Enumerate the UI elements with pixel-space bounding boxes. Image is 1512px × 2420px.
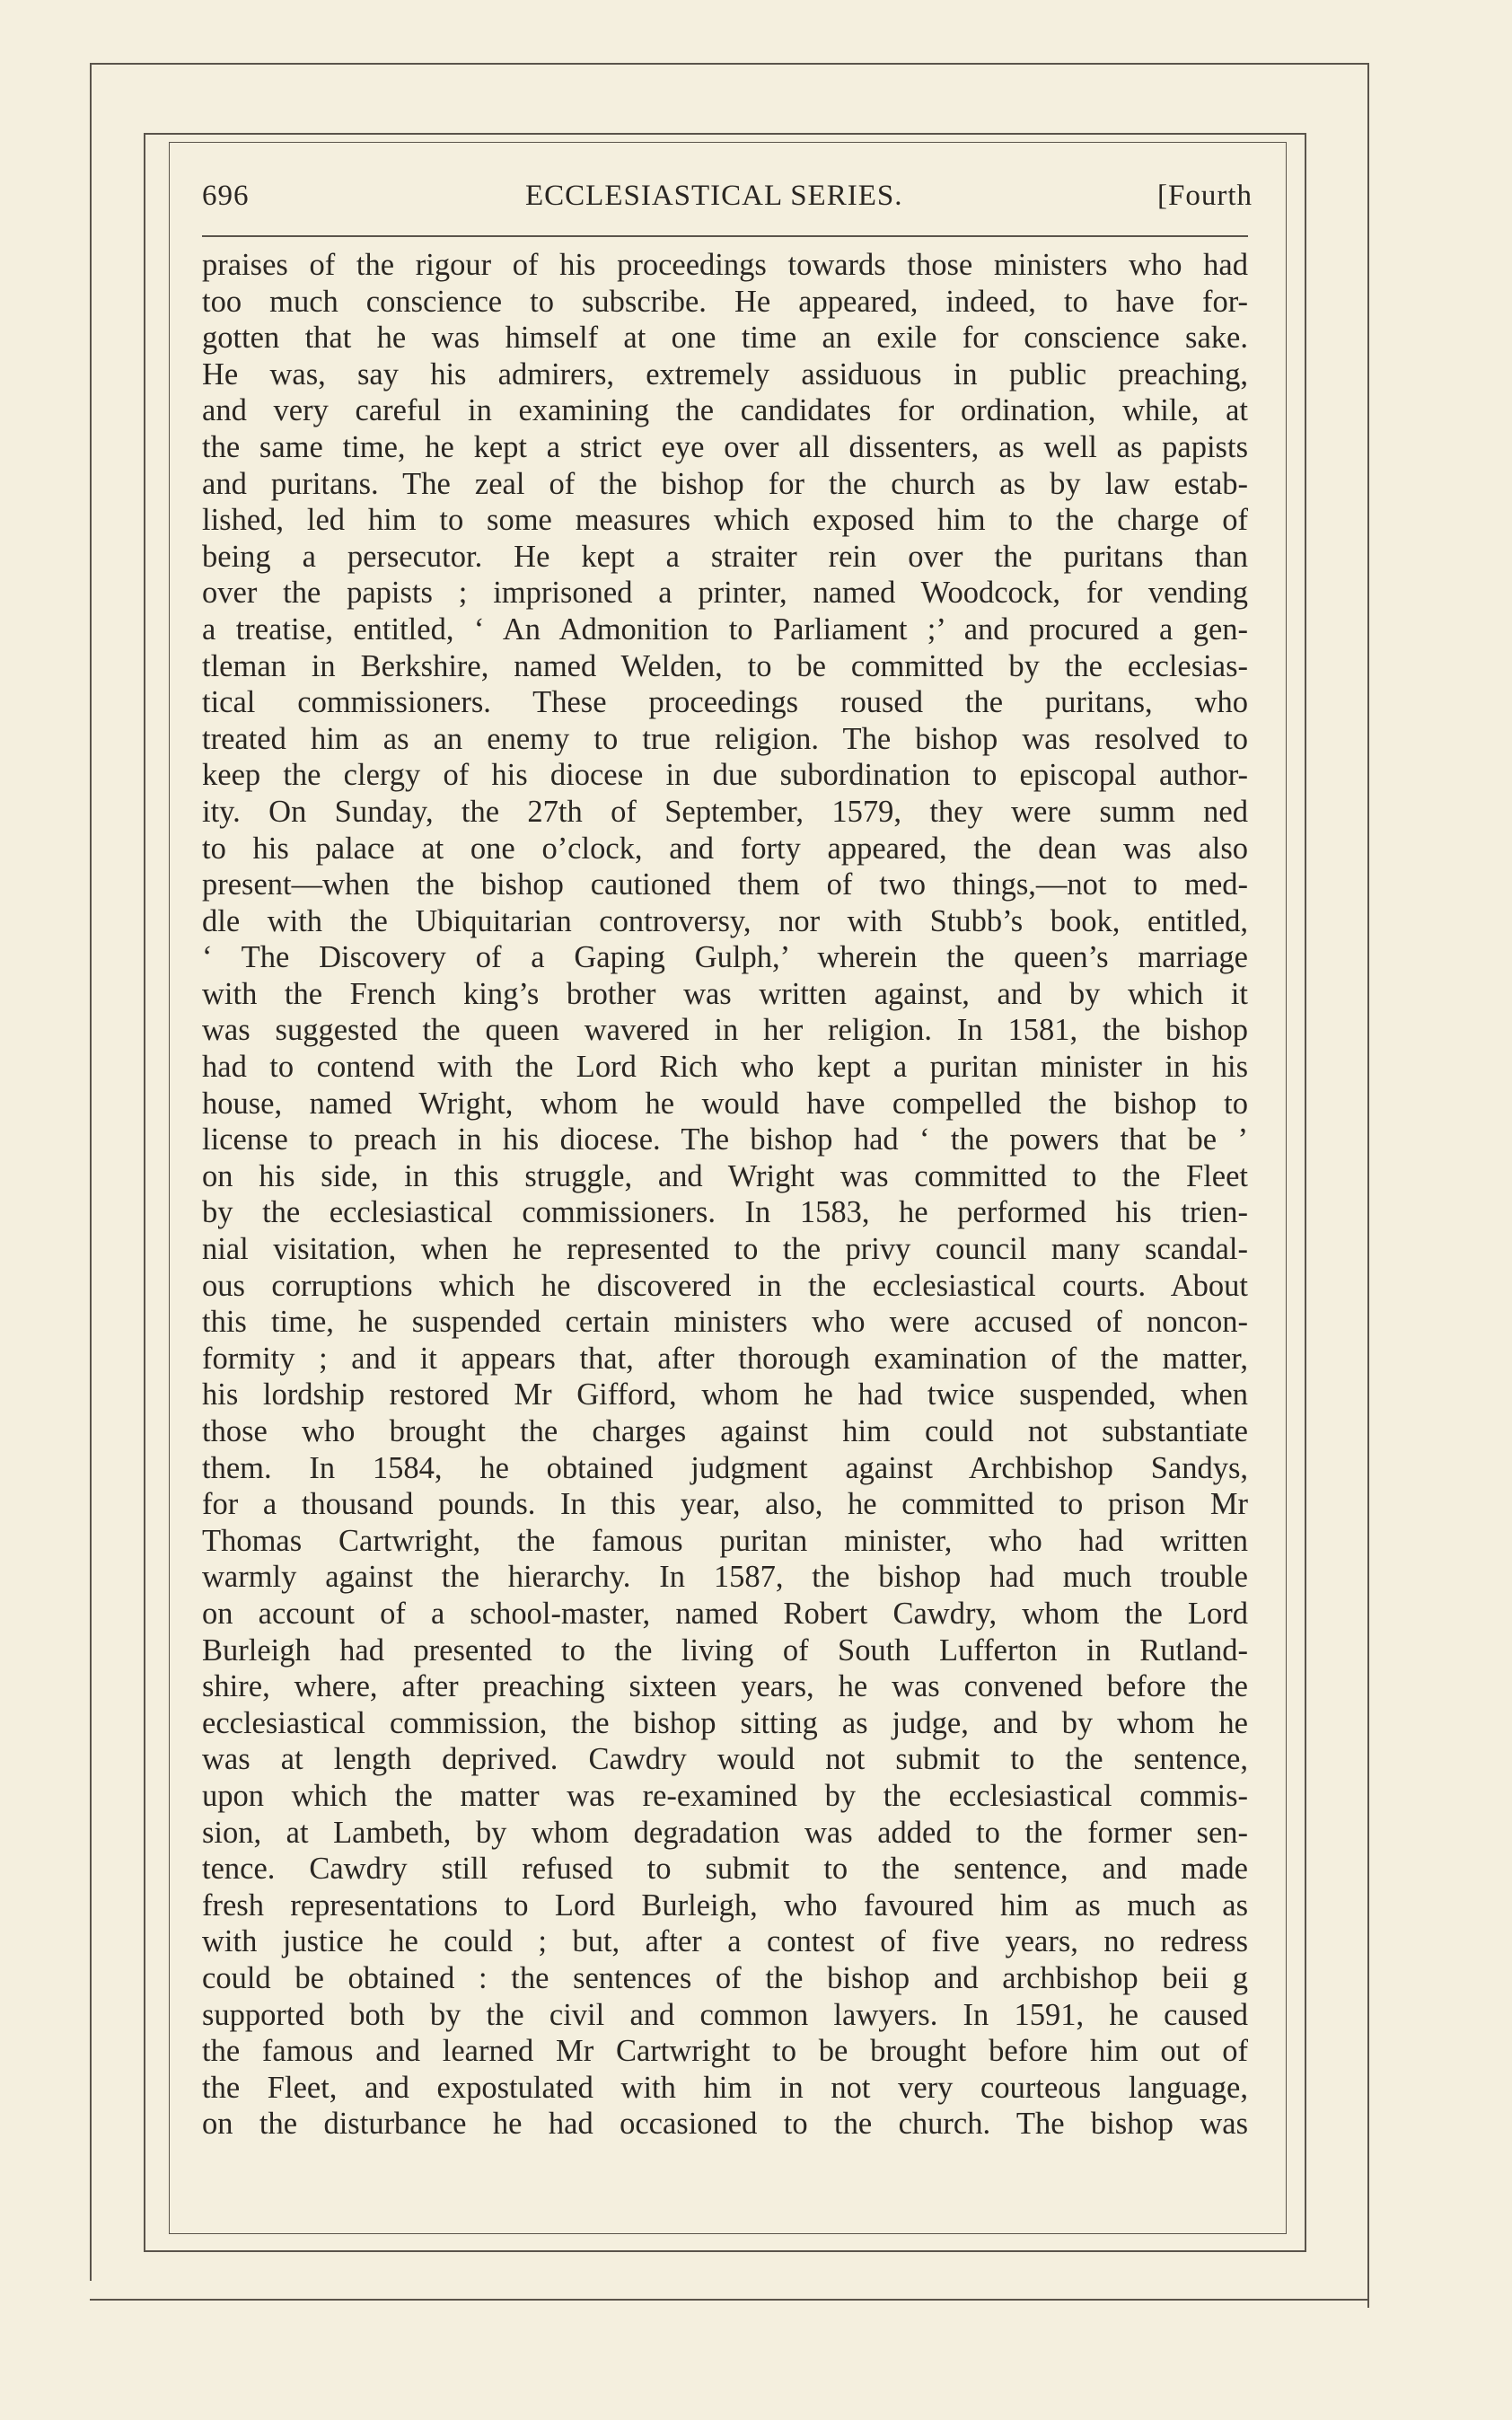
text-line: the Fleet, and expostulated with him in not very courteous language,	[202, 2070, 1248, 2105]
text-line: with the French king’s brother was written against, and by which it	[202, 976, 1248, 1011]
text-line: those who brought the charges against him could not substantiate	[202, 1414, 1248, 1448]
text-line: too much conscience to subscribe. He appeared, indeed, to have for-	[202, 284, 1248, 319]
text-line: this time, he suspended certain ministers who were accused of noncon-	[202, 1305, 1248, 1340]
text-line: ecclesiastical commission, the bishop sitting as judge, and by whom he	[202, 1705, 1248, 1740]
inner-border-top	[144, 133, 1306, 135]
text-line: for a thousand pounds. In this year, also, he committed to prison Mr	[202, 1487, 1248, 1522]
running-title: ECCLESIASTICAL SERIES.	[525, 180, 903, 212]
text-frame-left	[169, 142, 170, 2234]
text-line: his lordship restored Mr Gifford, whom he had twice suspended, when	[202, 1377, 1248, 1412]
text-line: a treatise, entitled, ‘ An Admonition to Parliament ;’ and procured a gen-	[202, 612, 1248, 647]
text-line: and very careful in examining the candidates for ordination, while, at	[202, 393, 1248, 428]
text-line: tical commissioners. These proceedings roused the puritans, who	[202, 685, 1248, 720]
text-line: tleman in Berkshire, named Welden, to be committed by the ecclesias-	[202, 648, 1248, 683]
text-line: by the ecclesiastical commissioners. In 1583, he performed his trien-	[202, 1195, 1248, 1230]
text-line: license to preach in his diocese. The bishop had ‘ the powers that be ’	[202, 1122, 1248, 1157]
text-line: being a persecutor. He kept a straiter rein over the puritans than	[202, 539, 1248, 574]
text-line: formity ; and it appears that, after thorough examination of the matter,	[202, 1341, 1248, 1376]
text-line: to his palace at one o’clock, and forty appeared, the dean was also	[202, 831, 1248, 866]
text-line: Burleigh had presented to the living of South Lufferton in Rutland-	[202, 1632, 1248, 1668]
text-line: shire, where, after preaching sixteen years, he was convened before the	[202, 1669, 1248, 1704]
header-rule	[202, 235, 1248, 237]
text-line: and puritans. The zeal of the bishop for the church as by law estab-	[202, 466, 1248, 501]
text-line: was at length deprived. Cawdry would not submit to the sentence,	[202, 1742, 1248, 1777]
text-line: lished, led him to some measures which exposed him to the charge of	[202, 503, 1248, 538]
text-frame-right	[1286, 142, 1287, 2234]
inner-border-left	[144, 133, 145, 2252]
page-number: 696	[202, 180, 250, 212]
text-line: on account of a school-master, named Robert Cawdry, whom the Lord	[202, 1596, 1248, 1631]
outer-border-bottom	[90, 2299, 1369, 2301]
running-header	[202, 180, 1253, 224]
text-line: tence. Cawdry still refused to submit to the sentence, and made	[202, 1852, 1248, 1887]
text-line: treated him as an enemy to true religion. The bishop was resolved to	[202, 721, 1248, 756]
text-line: over the papists ; imprisoned a printer, named Woodcock, for vending	[202, 576, 1248, 611]
text-line: on his side, in this struggle, and Wright was committed to the Fleet	[202, 1158, 1248, 1193]
text-line: them. In 1584, he obtained judgment against Archbishop Sandys,	[202, 1450, 1248, 1485]
text-line: praises of the rigour of his proceedings towards those ministers who had	[202, 248, 1248, 282]
text-line: was suggested the queen wavered in her religion. In 1581, the bishop	[202, 1013, 1248, 1048]
text-line: upon which the matter was re-examined by the ecclesiastical commis-	[202, 1778, 1248, 1813]
text-line: warmly against the hierarchy. In 1587, the bishop had much trouble	[202, 1560, 1248, 1595]
text-line: keep the clergy of his diocese in due subordination to episcopal author-	[202, 758, 1248, 793]
text-line: house, named Wright, whom he would have compelled the bishop to	[202, 1086, 1248, 1121]
body-text	[202, 247, 1248, 2143]
text-line: ous corruptions which he discovered in the ecclesiastical courts. About	[202, 1268, 1248, 1303]
outer-border-left	[90, 63, 92, 2281]
text-line: ity. On Sunday, the 27th of September, 1579, they were summ ned	[202, 794, 1248, 829]
text-line: He was, say his admirers, extremely assiduous in public preaching,	[202, 356, 1248, 392]
text-frame-bottom	[169, 2233, 1287, 2234]
text-line: sion, at Lambeth, by whom degradation was added to the former sen-	[202, 1815, 1248, 1850]
text-line: fresh representations to Lord Burleigh, who favoured him as much as	[202, 1888, 1248, 1923]
inner-border-bottom	[144, 2250, 1306, 2252]
outer-border-right	[1367, 63, 1369, 2308]
text-line: with justice he could ; but, after a contest of five years, no redress	[202, 1924, 1248, 1959]
text-line: Thomas Cartwright, the famous puritan minister, who had written	[202, 1523, 1248, 1558]
text-line: could be obtained : the sentences of the bishop and archbishop beii g	[202, 1960, 1248, 1995]
text-line: the famous and learned Mr Cartwright to be brought before him out of	[202, 2034, 1248, 2069]
text-frame-top	[169, 142, 1287, 143]
text-line: the same time, he kept a strict eye over all dissenters, as well as papists	[202, 429, 1248, 464]
section-tag: [Fourth	[1157, 180, 1253, 212]
text-line: supported both by the civil and common lawyers. In 1591, he caused	[202, 1997, 1248, 2032]
text-line: gotten that he was himself at one time an exile for conscience sake.	[202, 321, 1248, 356]
outer-border-top	[90, 63, 1369, 65]
inner-border-right	[1305, 133, 1306, 2252]
text-line: nial visitation, when he represented to the privy council many scandal-	[202, 1232, 1248, 1267]
text-line: dle with the Ubiquitarian controversy, nor with Stubb’s book, entitled,	[202, 903, 1248, 938]
text-line: present—when the bishop cautioned them of two things,—not to med-	[202, 867, 1248, 902]
text-line: ‘ The Discovery of a Gaping Gulph,’ wherein the queen’s marriage	[202, 940, 1248, 975]
text-line: had to contend with the Lord Rich who kept a puritan minister in his	[202, 1050, 1248, 1085]
text-line: on the disturbance he had occasioned to the church. The bishop was	[202, 2107, 1248, 2142]
